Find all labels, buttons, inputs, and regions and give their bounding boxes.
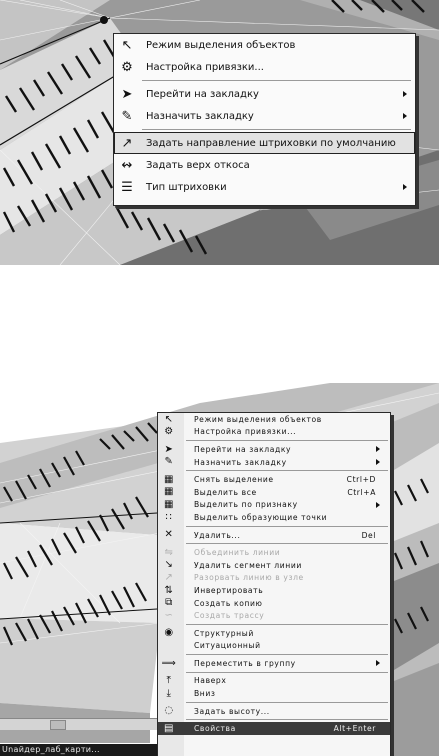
hatch-type-icon: ☰	[121, 179, 133, 195]
snap-settings-icon: ⚙	[121, 59, 133, 75]
top-menu-item-goto-bookmark[interactable]: ➤ Перейти на закладку	[114, 83, 415, 105]
deselect-icon: ▦	[163, 473, 175, 485]
delete-segment-icon: ↘	[164, 559, 174, 571]
top-menu-item-set-bookmark[interactable]: ✎ Назначить закладку	[114, 105, 415, 127]
separator	[186, 543, 388, 544]
move-to-group-icon: ⟹	[161, 657, 177, 669]
taskbar-window-button[interactable]: Unaйдер_лаб_карти...	[0, 744, 158, 756]
submenu-arrow-icon	[403, 184, 407, 190]
separator	[142, 129, 411, 130]
separator	[142, 80, 411, 81]
submenu-arrow-icon	[376, 660, 380, 666]
select-all-icon: ▦	[163, 486, 175, 498]
cursor-arrow-icon: ↖	[164, 413, 174, 425]
bottom-map-view[interactable]	[0, 383, 439, 756]
top-menu-item-hatch-direction[interactable]: ↗ Задать направление штриховки по умолчанию	[114, 132, 415, 154]
separator	[186, 654, 388, 655]
menu-item-select-by-attribute[interactable]: ▦ Выделить по признаку	[158, 499, 390, 512]
menu-item-create-copy[interactable]: ⧉ Создать копию	[158, 597, 390, 610]
menu-item-select-all[interactable]: ▦ Выделить все Ctrl+A	[158, 486, 390, 499]
menu-item-set-bookmark[interactable]: ✎ Назначить закладку	[158, 456, 390, 469]
properties-icon: ▤	[163, 722, 175, 734]
scrollbar-thumb[interactable]	[50, 720, 66, 730]
vertex-point	[100, 16, 108, 24]
submenu-arrow-icon	[376, 459, 380, 465]
menu-item-situational[interactable]: Ситуационный	[194, 641, 261, 651]
menu-item-delete[interactable]: ✕ Удалить... Del	[158, 529, 390, 542]
send-to-bottom-icon: ⤓	[166, 687, 172, 699]
menu-item-bring-to-top[interactable]: ⤒ Наверх	[158, 675, 390, 688]
menu-item-select-mode[interactable]: ↖ Режим выделения объектов	[158, 413, 390, 426]
menu-item-deselect[interactable]: ▦ Снять выделение Ctrl+D	[158, 473, 390, 486]
separator	[186, 440, 388, 441]
submenu-arrow-icon	[376, 446, 380, 452]
structural-icon: ◉	[164, 627, 174, 639]
menu-item-create-route[interactable]: ∽ Создать трассу	[158, 609, 390, 622]
set-bookmark-icon: ✎	[121, 108, 133, 124]
separator	[186, 672, 388, 673]
menu-item-snap-settings[interactable]: ⚙ Настройка привязки...	[158, 426, 390, 439]
break-line-icon: ↗	[164, 572, 174, 584]
submenu-arrow-icon	[376, 502, 380, 508]
menu-item-select-points[interactable]: ∷ Выделить образующие точки	[158, 511, 390, 524]
separator	[186, 624, 388, 625]
menu-item-move-to-group[interactable]: ⟹ Переместить в группу	[158, 657, 390, 670]
top-menu-item-snap-settings[interactable]: ⚙ Настройка привязки...	[114, 56, 415, 78]
top-context-menu	[113, 33, 416, 206]
menu-item-set-height[interactable]: ◌ Задать высоту...	[158, 705, 390, 718]
separator	[186, 702, 388, 703]
submenu-arrow-icon	[403, 91, 407, 97]
join-lines-icon: ⇋	[164, 546, 174, 558]
hatch-direction-icon: ↗	[121, 135, 133, 151]
cursor-arrow-icon: ↖	[121, 37, 133, 53]
bring-to-top-icon: ⤒	[166, 675, 172, 687]
set-height-icon: ◌	[164, 705, 174, 717]
top-map-view[interactable]	[0, 0, 439, 265]
menu-item-invert[interactable]: ⇅ Инвертировать	[158, 584, 390, 597]
goto-bookmark-icon: ➤	[121, 86, 133, 102]
menu-item-send-to-bottom[interactable]: ⤓ Вниз	[158, 687, 390, 700]
create-route-icon: ∽	[164, 609, 174, 621]
select-by-attribute-icon: ▦	[163, 499, 175, 511]
top-menu-item-slope-top[interactable]: ↭ Задать верх откоса	[114, 154, 415, 176]
goto-bookmark-icon: ➤	[164, 443, 174, 455]
top-menu-item-hatch-type[interactable]: ☰ Тип штриховки	[114, 176, 415, 198]
submenu-arrow-icon	[403, 113, 407, 119]
menu-item-structural[interactable]: ◉ Структурный	[158, 627, 390, 640]
bottom-context-menu	[157, 412, 391, 756]
slope-top-icon: ↭	[121, 157, 133, 173]
select-points-icon: ∷	[165, 511, 173, 523]
copy-icon: ⧉	[165, 597, 173, 609]
separator	[186, 719, 388, 720]
menu-item-break-line[interactable]: ↗ Разорвать линию в узле	[158, 572, 390, 585]
menu-item-properties[interactable]: ▤ Свойства Alt+Enter	[158, 722, 390, 735]
menu-item-goto-bookmark[interactable]: ➤ Перейти на закладку	[158, 443, 390, 456]
menu-item-join-lines[interactable]: ⇋ Объединить линии	[158, 546, 390, 559]
horizontal-scrollbar[interactable]	[0, 718, 157, 730]
delete-x-icon: ✕	[164, 529, 174, 541]
invert-icon: ⇅	[164, 584, 174, 596]
top-menu-item-select-mode[interactable]: ↖ Режим выделения объектов	[114, 34, 415, 56]
separator	[186, 470, 388, 471]
set-bookmark-icon: ✎	[164, 456, 174, 468]
menu-item-delete-segment[interactable]: ↘ Удалить сегмент линии	[158, 559, 390, 572]
separator	[186, 526, 388, 527]
snap-settings-icon: ⚙	[164, 426, 174, 438]
